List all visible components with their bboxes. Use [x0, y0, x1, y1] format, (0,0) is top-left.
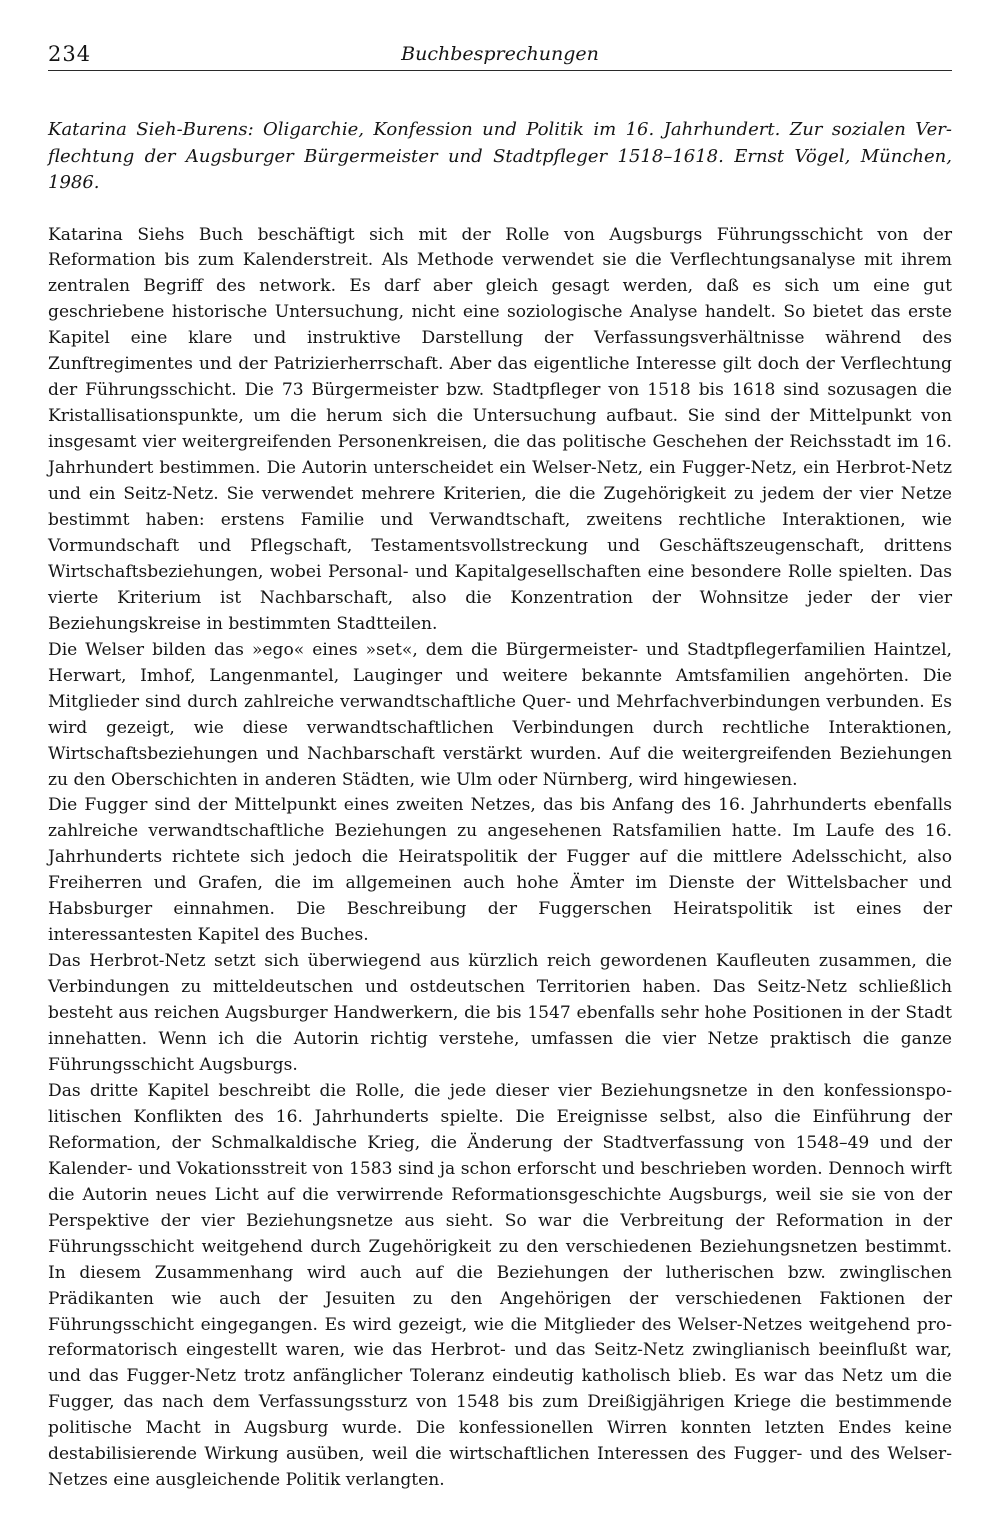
- running-title: Buchbesprechungen: [401, 43, 599, 65]
- review-paragraph: Katarina Siehs Buch beschäftigt sich mit der Rolle von Augsburgs Führungsschicht von der Reformation bis zum Kalenderstreit. Als Methode verwendet sie die Verflechtungsanalyse mit ihrem zentralen Begriff des network. Es darf aber gleich gesagt werden, daß es sich um eine gut geschriebene historische Untersuchung, nicht eine soziologische Analyse handelt. So bietet das erste Kapitel eine klare und instruktive Darstellung der Verfassungsverhältnisse während des Zunftregimentes und der Patrizierherrschaft. Aber das eigentliche Interesse gilt doch der Verflechtung der Führungsschicht. Die 73 Bürgermeister bzw. Stadtpfleger von 1518 bis 1618 sind sozusagen die Kristallisationspunkte, um die herum sich die Untersuchung aufbaut. Sie sind der Mittelpunkt von insgesamt vier weitergreifenden Personenkreisen, die das politische Geschehen der Reichsstadt im 16. Jahrhundert bestimmen. Die Autorin unterscheidet ein Welser-Netz, ein Fugger-Netz, ein Herbrot-Netz und ein Seitz-Netz. Sie verwendet mehrere Kriterien, die die Zugehörigkeit zu jedem der vier Netze bestimmt haben: erstens Familie und Verwandtschaft, zweitens rechtliche Interaktionen, wie Vormundschaft und Pflegschaft, Testamentsvollstreckung und Geschäftszeugenschaft, drittens Wirtschaftsbeziehungen, wobei Personal- und Kapitalgesellschaften eine besondere Rolle spielten. Das vierte Kriterium ist Nachbarschaft, also die Konzentration der Wohnsitze jeder der vier Beziehungskreise in bestimmten Stadtteilen.: [48, 224, 952, 634]
- review-paragraph: Die Welser bilden das »ego« eines »set«, dem die Bürgermeister- und Stadtpflegerfamilien Haintzel, Herwart, Imhof, Langenmantel, Lauginger und weitere bekannte Amtsfamilien angehörten. Die Mitglieder sind durch zahlreiche verwandtschaftliche Quer- und Mehrfachverbindungen verbunden. Es wird gezeigt, wie diese verwandtschaftlichen Verbindungen durch rechtliche Interaktionen, Wirtschaftsbeziehungen und Nachbarschaft verstärkt wurden. Auf die weitergreifenden Beziehungen zu den Oberschichten in anderen Städten, wie Ulm oder Nürnberg, wird hingewiesen.: [48, 639, 952, 790]
- review-paragraph: Das Herbrot-Netz setzt sich überwiegend aus kürzlich reich gewordenen Kaufleuten zusammen, die Verbindungen zu mitteldeutschen und ostdeutschen Territorien haben. Das Seitz-Netz schließlich besteht aus reichen Augsburger Handwerkern, die bis 1547 ebenfalls sehr hohe Positionen in der Stadt innehatten. Wenn ich die Autorin richtig verstehe, umfassen die vier Netze praktisch die ganze Führungsschicht Augsburgs.: [48, 951, 952, 1075]
- review-paragraph: Die Fugger sind der Mittelpunkt eines zweiten Netzes, das bis Anfang des 16. Jahrhunderts ebenfalls zahlreiche verwandtschaftliche Beziehungen zu angesehenen Ratsfamilien hatte. Im Laufe des 16. Jahrhunderts richtete sich jedoch die Heiratspolitik der Fugger auf die mittlere Adelsschicht, also Freiherren und Grafen, die im allgemeinen auch hohe Ämter im Dienste der Wittelsbacher und Habsburger einnahmen. Die Beschreibung der Fuggerschen Heiratspolitik ist eines der interessantesten Kapitel des Buches.: [48, 795, 952, 946]
- page-number: 234: [48, 42, 92, 66]
- running-head: [48, 42, 952, 71]
- book-review-page: [48, 42, 952, 1494]
- review-body: [48, 223, 952, 1495]
- book-citation: Katarina Sieh-Burens: Oligarchie, Konfession und Politik im 16. Jahrhundert. Zur sozialen Verflechtung der Augsburger Bürgermeister und Stadtpfleger 1518–1618. Ernst Vögel, München, 1986.: [48, 119, 952, 193]
- review-paragraph: Das dritte Kapitel beschreibt die Rolle, die jede dieser vier Beziehungsnetze in den konfessionspolitischen Konflikten des 16. Jahrhunderts spielte. Die Ereignisse selbst, also die Einführung der Reformation, der Schmalkaldische Krieg, die Änderung der Stadtverfassung von 1548–49 und der Kalender- und Vokationsstreit von 1583 sind ja schon erforscht und beschrieben worden. Dennoch wirft die Autorin neues Licht auf die verwirrende Reformationsgeschichte Augsburgs, weil sie sie von der Perspektive der vier Beziehungsnetze aus sieht. So war die Verbreitung der Reformation in der Führungsschicht weitgehend durch Zugehörigkeit zu den verschiedenen Beziehungsnetzen bestimmt. In diesem Zusammenhang wird auch auf die Beziehungen der lutherischen bzw. zwinglischen Prädikanten wie auch der Jesuiten zu den Angehörigen der verschiedenen Faktionen der Führungsschicht eingegangen. Es wird gezeigt, wie die Mitglieder des Welser-Netzes weitgehend pro-reformatorisch eingestellt waren, wie das Herbrot- und das Seitz-Netz zwinglianisch beeinflußt war, und das Fugger-Netz trotz anfänglicher Toleranz eindeutig katholisch blieb. Es war das Netz um die Fugger, das nach dem Verfassungssturz von 1548 bis zum Dreißigjährigen Kriege die bestimmende politische Macht in Augsburg wurde. Die konfessionellen Wirren konnten letzten Endes keine destabilisierende Wirkung ausüben, weil die wirtschaftlichen Interessen des Fugger- und des Welser-Netzes eine ausgleichende Politik verlangten.: [48, 1080, 952, 1491]
